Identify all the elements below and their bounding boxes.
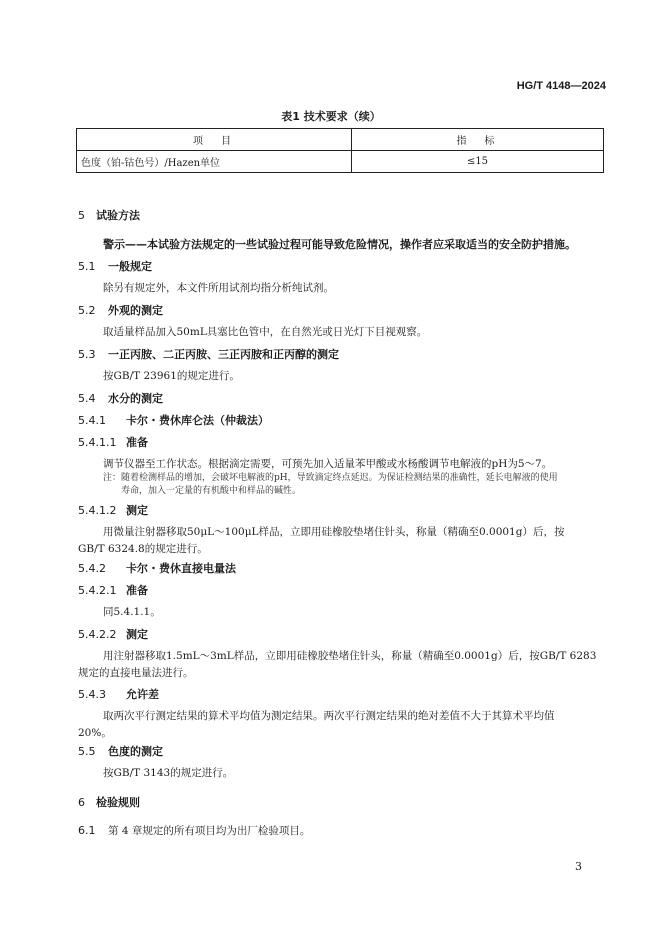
section-5-4-2-1-text: 同5.4.1.1。 [103,606,161,618]
section-5-5-text: 按GB/T 3143的规定进行。 [103,767,234,779]
section-number: 5.4.3 [78,688,106,701]
note-line-1: 注：随着检测样品的增加，会破坏电解液的pH，导致滴定终点延迟。为保证检测结果的准确性，延长电解液的使用 [103,473,558,483]
section-title: 检验规则 [96,796,140,809]
section-5-4-2-2-heading [78,626,148,642]
section-number: 5.4.2.2 [78,628,117,641]
section-title: 卡尔・费休库仑法（仲裁法） [126,414,269,427]
table-header-item: 项 目 [77,129,352,151]
section-number: 5.4 [78,392,96,405]
section-5-4-3-line2: 20%。 [78,727,112,739]
section-5-4-2-2-line2: 规定的直接电量法进行。 [78,667,194,679]
table-header-row [77,129,604,151]
spec-table [76,128,604,173]
section-5-4-1-1-heading [78,434,148,450]
section-title: 卡尔・费休直接电量法 [126,562,236,575]
section-5-4-1-2-line1: 用微量注射器移取50μL～100μL样品，立即用硅橡胶垫堵住针头，称量（精确至0.0001g）后，按 [103,526,565,538]
section-number: 5.4.2 [78,562,106,575]
section-5-4-heading [78,390,163,406]
section-5-3-heading [78,346,339,362]
table-header-spec: 指 标 [352,129,604,151]
section-number: 5 [78,209,85,222]
section-title: 水分的测定 [108,392,163,405]
section-number: 5.3 [78,348,96,361]
section-5-4-2-heading [78,560,236,576]
section-number: 5.4.1.2 [78,504,117,517]
section-number: 5.4.1 [78,414,106,427]
section-6-1-text: 第 4 章规定的所有项目均为出厂检验项目。 [108,825,311,837]
section-5-4-2-1-heading [78,582,148,598]
section-number: 5.1 [78,260,96,273]
section-5-2-heading [78,302,163,318]
section-5-heading [78,207,140,223]
section-5-3-text: 按GB/T 23961的规定进行。 [103,370,240,382]
section-title: 准备 [126,584,148,597]
section-5-4-1-2-line2: GB/T 6324.8的规定进行。 [78,543,208,555]
section-5-4-1-2-heading [78,502,148,518]
section-5-4-2-2-line1: 用注射器移取1.5mL～3mL样品，立即用硅橡胶垫堵住针头，称量（精确至0.0001g）后，按GB/T 6283 [103,650,597,662]
section-5-4-3-heading [78,686,159,702]
section-5-4-3-line1: 取两次平行测定结果的算术平均值为测定结果。两次平行测定结果的绝对差值不大于其算术平均值 [103,710,555,722]
section-5-4-1-heading [78,412,269,428]
section-number: 5.2 [78,304,96,317]
section-5-1-text: 除另有规定外，本文件所用试剂均指分析纯试剂。 [103,282,334,294]
section-5-2-text: 取适量样品加入50mL具塞比色管中，在自然光或日光灯下目视观察。 [103,326,428,338]
section-title: 测定 [126,504,148,517]
section-6-1-heading [78,823,310,838]
section-title: 一般规定 [108,260,152,273]
table-row [77,151,604,173]
section-title: 测定 [126,628,148,641]
section-number: 5.5 [78,745,96,758]
section-title: 试验方法 [96,209,140,222]
section-6-heading [78,794,140,810]
section-5-5-heading [78,743,163,759]
section-title: 外观的测定 [108,304,163,317]
section-number: 5.4.1.1 [78,436,117,449]
section-title: 准备 [126,436,148,449]
table-cell-item: 色度（铂-钴色号）/Hazen单位 [77,151,352,173]
document-code: HG/T 4148—2024 [516,80,606,92]
page-number: 3 [575,860,582,873]
table-cell-spec: ≤15 [352,151,604,173]
note-line-2: 寿命，加入一定量的有机酸中和样品的碱性。 [121,486,302,496]
section-5-1-heading [78,258,152,274]
section-number: 6 [78,796,85,809]
section-title: 色度的测定 [108,745,163,758]
section-title: 一正丙胺、二正丙胺、三正丙胺和正丙醇的测定 [108,348,339,361]
section-5-4-1-1-text: 调节仪器至工作状态。根据滴定需要，可预先加入适量苯甲酸或水杨酸调节电解液的pH为5～7。 [103,458,553,470]
table-title: 表1 技术要求（续） [281,110,381,123]
safety-warning: 警示——本试验方法规定的一些试验过程可能导致危险情况，操作者应采取适当的安全防护措施。 [103,238,576,251]
section-number: 6.1 [78,824,96,837]
section-title: 允许差 [126,688,159,701]
section-number: 5.4.2.1 [78,584,117,597]
